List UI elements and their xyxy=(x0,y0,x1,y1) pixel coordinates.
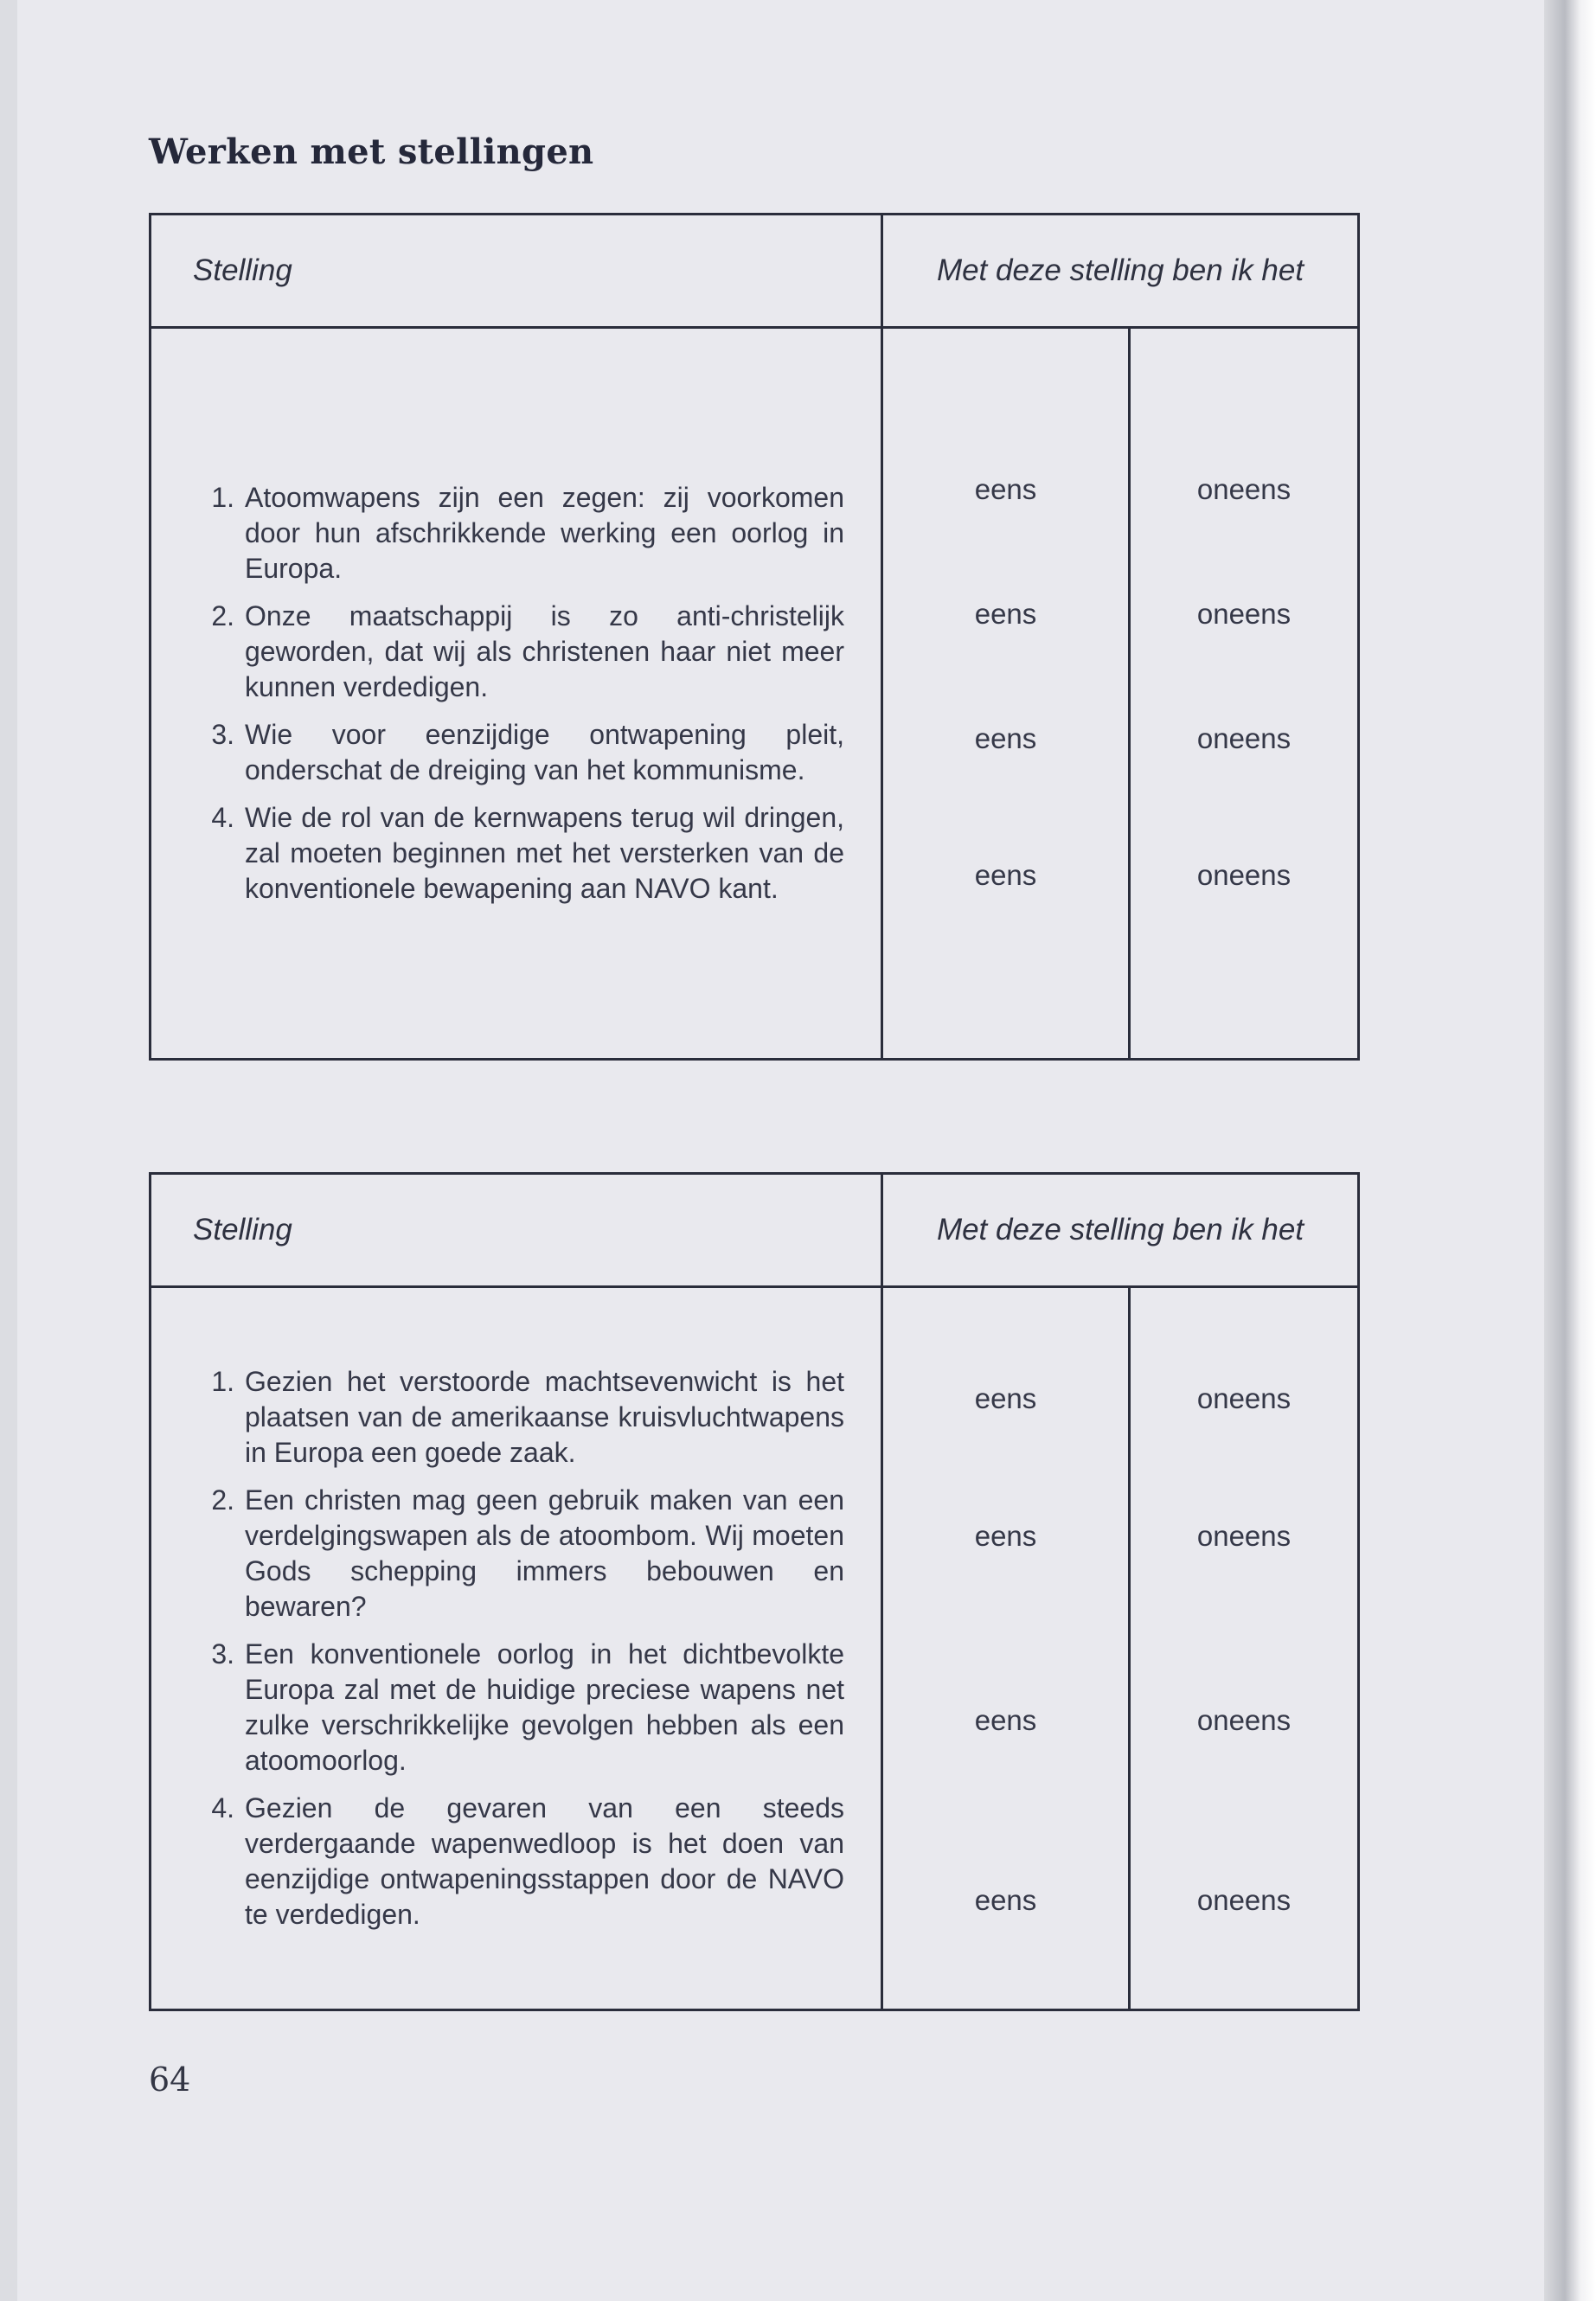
agree-option[interactable]: eens xyxy=(974,722,1037,754)
statements-list xyxy=(151,328,882,1060)
statement-text: Onze maatschappij is zo anti-christelijk geworden, dat wij als christenen haar niet meer kunnen verdedigen. xyxy=(245,600,844,702)
agree-column xyxy=(882,328,1130,1060)
statements-table-2 xyxy=(149,1172,1360,2011)
column-header-stelling: Stelling xyxy=(151,1174,882,1287)
table-header xyxy=(151,215,1359,328)
statement-item: 4. Wie de rol van de kernwapens terug wil dringen, zal moeten beginnen met het versterken van de konventionele bewapening aan NAVO kant. xyxy=(195,800,844,907)
statement-item: 2. Een christen mag geen gebruik maken van een verdelgingswapen als de atoombom. Wij moeten Gods schepping immers bebouwen en bewaren? xyxy=(195,1483,844,1625)
disagree-option[interactable]: oneens xyxy=(1196,1704,1292,1736)
agree-option[interactable]: eens xyxy=(974,859,1037,891)
table-header xyxy=(151,1174,1359,1287)
agree-option[interactable]: eens xyxy=(974,473,1037,505)
page-number: 64 xyxy=(149,2061,191,2099)
statements-list xyxy=(151,1287,882,2010)
agree-option[interactable]: eens xyxy=(974,1884,1037,1916)
disagree-option[interactable]: oneens xyxy=(1196,473,1292,505)
disagree-option[interactable]: oneens xyxy=(1196,1884,1292,1916)
statement-item: 2. Onze maatschappij is zo anti-christelijk geworden, dat wij als christenen haar niet meer kunnen verdedigen. xyxy=(195,599,844,705)
agree-column xyxy=(882,1287,1130,2010)
statement-item: 1. Gezien het verstoorde machtsevenwicht is het plaatsen van de amerikaanse kruisvluchtwapens in Europa een goede zaak. xyxy=(195,1364,844,1471)
statement-text: Een christen mag geen gebruik maken van een verdelgingswapen als de atoombom. Wij moeten Gods schepping immers bebouwen en bewaren? xyxy=(245,1484,844,1622)
page-title: Werken met stellingen xyxy=(149,131,594,172)
column-header-mening: Met deze stelling ben ik het xyxy=(882,215,1359,328)
statement-text: Gezien het verstoorde machtsevenwicht is het plaatsen van de amerikaanse kruisvluchtwapens in Europa een goede zaak. xyxy=(245,1366,844,1468)
agree-option[interactable]: eens xyxy=(974,598,1037,630)
disagree-column xyxy=(1130,1287,1359,2010)
disagree-column xyxy=(1130,328,1359,1060)
statement-text: Een konventionele oorlog in het dichtbevolkte Europa zal met de huidige preciese wapens net zulke verschrikkelijke gevolgen hebben als een atoomoorlog. xyxy=(245,1638,844,1776)
agree-option[interactable]: eens xyxy=(974,1520,1037,1552)
statements-table-1 xyxy=(149,213,1360,1061)
agree-option[interactable]: eens xyxy=(974,1382,1037,1414)
statement-text: Atoomwapens zijn een zegen: zij voorkomen door hun afschrikkende werking een oorlog in Europa. xyxy=(245,482,844,584)
disagree-option[interactable]: oneens xyxy=(1196,1382,1292,1414)
statement-text: Wie de rol van de kernwapens terug wil dringen, zal moeten beginnen met het versterken van de konventionele bewapening aan NAVO kant. xyxy=(245,802,844,904)
statement-item: 4. Gezien de gevaren van een steeds verdergaande wapenwedloop is het doen van eenzijdige ontwapeningsstappen door de NAVO te verdedigen. xyxy=(195,1791,844,1932)
disagree-option[interactable]: oneens xyxy=(1196,1520,1292,1552)
disagree-option[interactable]: oneens xyxy=(1196,598,1292,630)
page-edge xyxy=(1544,0,1596,2301)
statement-item: 1. Atoomwapens zijn een zegen: zij voorkomen door hun afschrikkende werking een oorlog in Europa. xyxy=(195,480,844,586)
statement-text: Wie voor eenzijdige ontwapening pleit, onderschat de dreiging van het kommunisme. xyxy=(245,719,844,785)
agree-option[interactable]: eens xyxy=(974,1704,1037,1736)
disagree-option[interactable]: oneens xyxy=(1196,722,1292,754)
statement-item: 3. Een konventionele oorlog in het dichtbevolkte Europa zal met de huidige preciese wapens net zulke verschrikkelijke gevolgen hebben als een atoomoorlog. xyxy=(195,1637,844,1779)
statement-item: 3. Wie voor eenzijdige ontwapening pleit, onderschat de dreiging van het kommunisme. xyxy=(195,717,844,788)
statement-text: Gezien de gevaren van een steeds verdergaande wapenwedloop is het doen van eenzijdige ontwapeningsstappen door de NAVO te verdedigen. xyxy=(245,1792,844,1930)
column-header-stelling: Stelling xyxy=(151,215,882,328)
column-header-mening: Met deze stelling ben ik het xyxy=(882,1174,1359,1287)
disagree-option[interactable]: oneens xyxy=(1196,859,1292,891)
